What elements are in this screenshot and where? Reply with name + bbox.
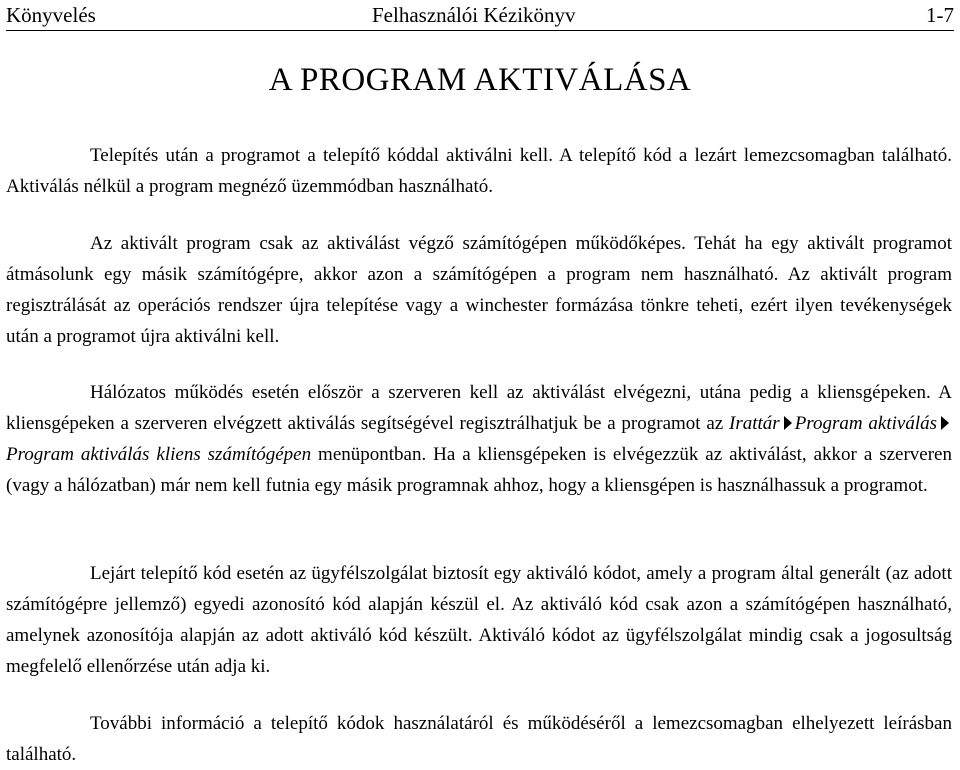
right-triangle-icon <box>784 416 792 430</box>
header-manual-title: Felhasználói Kézikönyv <box>372 3 576 27</box>
menu-path-program-aktivalas: Program aktiválás <box>794 413 937 434</box>
header-section-title: Könyvelés <box>6 3 96 27</box>
menu-path-kliens-aktivalas: Program aktiválás kliens számítógépen <box>6 444 312 465</box>
page-title: A PROGRAM AKTIVÁLÁSA <box>268 62 692 98</box>
paragraph-expired-code: Lejárt telepítő kód esetén az ügyfélszolgálat biztosít egy aktiváló kódot, amely a program által generált (az adott számítógépre jellemző) egyedi azonosító kód alapján készül el. Az aktiváló kód csak azon a számítógépen használható, amelynek azonosítója alapján az adott aktiváló kód készült. Aktiváló kódot az ügyfélszolgálat mindig csak a jogosultság megfelelő ellenőrzése után adja ki. <box>6 563 952 677</box>
right-triangle-icon <box>941 416 949 430</box>
header-page-number: 1-7 <box>926 3 954 27</box>
paragraph-activated-program: Az aktivált program csak az aktiválást végző számítógépen működőképes. Tehát ha egy aktivált programot átmásolunk egy másik számítógépre, akkor azon a számítógépen a program nem használható. Az aktivált program regisztrálását az operációs rendszer újra telepítése vagy a winchester formázása tönkre teheti, ezért ilyen tevékenységek után a programot újra aktiválni kell. <box>6 233 952 347</box>
paragraph-more-info: További információ a telepítő kódok használatáról és működéséről a lemezcsomagban elhelyezett leírásban található. <box>6 713 952 765</box>
paragraph-network <box>6 377 952 501</box>
page-header <box>6 0 954 31</box>
paragraph-network-text-start: Hálózatos működés esetén először a szerveren kell az aktiválást elvégezni, utána pedig a kliensgépeken. A kliensgépeken a szerveren elvégzett aktiválás segítségével regisztrálhatjuk be a programot az <box>6 382 952 434</box>
menu-path-irattar: Irattár <box>729 413 780 434</box>
paragraph-network-text-end: menüpontban. Ha a kliensgépeken is elvégezzük az aktiválást, akkor a szerveren (vagy a hálózatban) már nem kell futnia egy másik programnak ahhoz, hogy a kliensgépen is használhassuk a programot. <box>6 444 952 496</box>
paragraph-install: Telepítés után a programot a telepítő kóddal aktiválni kell. A telepítő kód a lezárt lemezcsomagban található. Aktiválás nélkül a program megnéző üzemmódban használható. <box>6 145 952 197</box>
